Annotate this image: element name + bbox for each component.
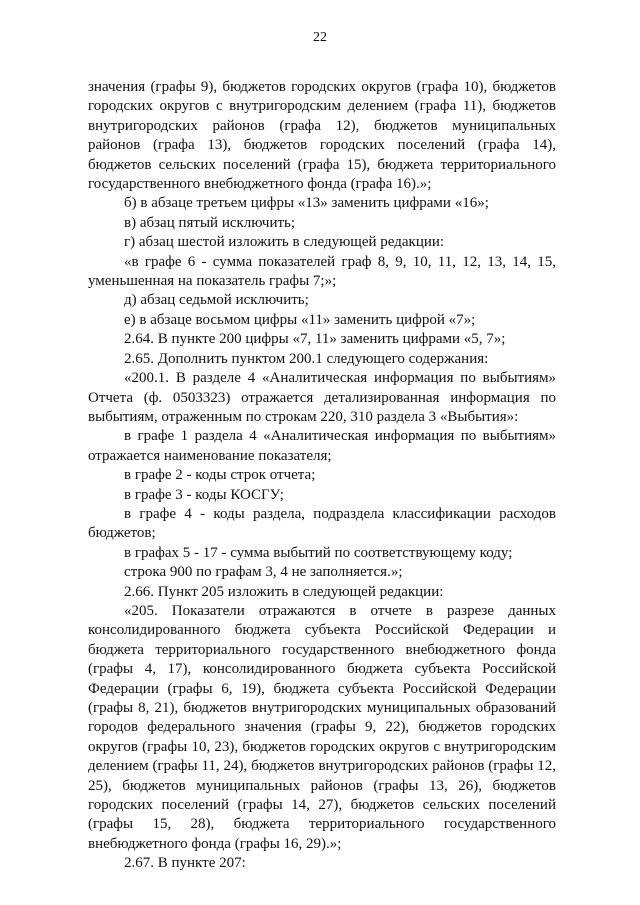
page-number: 22 (313, 30, 327, 45)
paragraph: в графе 1 раздела 4 «Аналитическая информация по выбытиям» отражается наименование показателя; (88, 428, 556, 464)
document-body (88, 78, 556, 874)
paragraph: г) абзац шестой изложить в следующей редакции: (124, 234, 445, 251)
paragraph: 2.64. В пункте 200 цифры «7, 11» заменить цифрами «5, 7»; (124, 331, 506, 348)
paragraph: «205. Показатели отражаются в отчете в разрезе данных консолидированного бюджета субъекта Российской Федерации и бюджета территориального государственного внебюджетного фонда (графы 4, 17), консолидированного бюджета субъекта Российской Федерации (графы 6, 19), бюджета субъекта Российской Федерации (графы 8, 21), бюджетов внутригородских муниципальных образований городов федерального значения (графы 9, 22), бюджетов городских округов (графы 10, 23), бюджетов городских округов с внутригородским делением (графы 11, 24), бюджетов внутригородских районов (графы 12, 25), бюджетов муниципальных районов (графы 13, 26), бюджетов городских поселений (графы 14, 27), бюджетов сельских поселений (графы 15, 28), бюджета территориального государственного внебюджетного фонда (графы 16, 29).»; (88, 602, 556, 852)
paragraph: в графе 2 - коды строк отчета; (124, 467, 316, 484)
paragraph: «200.1. В разделе 4 «Аналитическая информация по выбытиям» Отчета (ф. 0503323) отражается детализированная информация по выбытиям, отраженным по строкам 220, 310 раздела 3 «Выбытия»: (88, 370, 556, 425)
paragraph: е) в абзаце восьмом цифры «11» заменить цифрой «7»; (124, 311, 476, 328)
paragraph: 2.65. Дополнить пунктом 200.1 следующего содержания: (124, 350, 489, 367)
paragraph: в графе 3 - коды КОСГУ; (124, 486, 284, 503)
paragraph: в графе 4 - коды раздела, подраздела классификации расходов бюджетов; (88, 505, 556, 542)
paragraph: 2.67. В пункте 207: (124, 855, 246, 872)
paragraph: «в графе 6 - сумма показателей граф 8, 9, 10, 11, 12, 13, 14, 15, уменьшенная на показатель графы 7;»; (88, 253, 556, 290)
paragraph: в графах 5 - 17 - сумма выбытий по соответствующему коду; (124, 544, 513, 561)
paragraph: б) в абзаце третьем цифры «13» заменить цифрами «16»; (124, 195, 489, 212)
paragraph: строка 900 по графам 3, 4 не заполняется.»; (124, 564, 403, 581)
paragraph: 2.66. Пункт 205 изложить в следующей редакции: (124, 583, 444, 600)
paragraph: в) абзац пятый исключить; (124, 214, 296, 231)
paragraph: д) абзац седьмой исключить; (124, 292, 309, 309)
paragraph: значения (графы 9), бюджетов городских округов (графа 10), бюджетов городских округов с внутригородским делением (графа 11), бюджетов внутригородских районов (графа 12), бюджетов муниципальных районов (графа 13), бюджетов городских поселений (графа 14), бюджетов сельских поселений (графа 15), бюджета территориального государственного внебюджетного фонда (графа 16).»; (88, 79, 556, 193)
